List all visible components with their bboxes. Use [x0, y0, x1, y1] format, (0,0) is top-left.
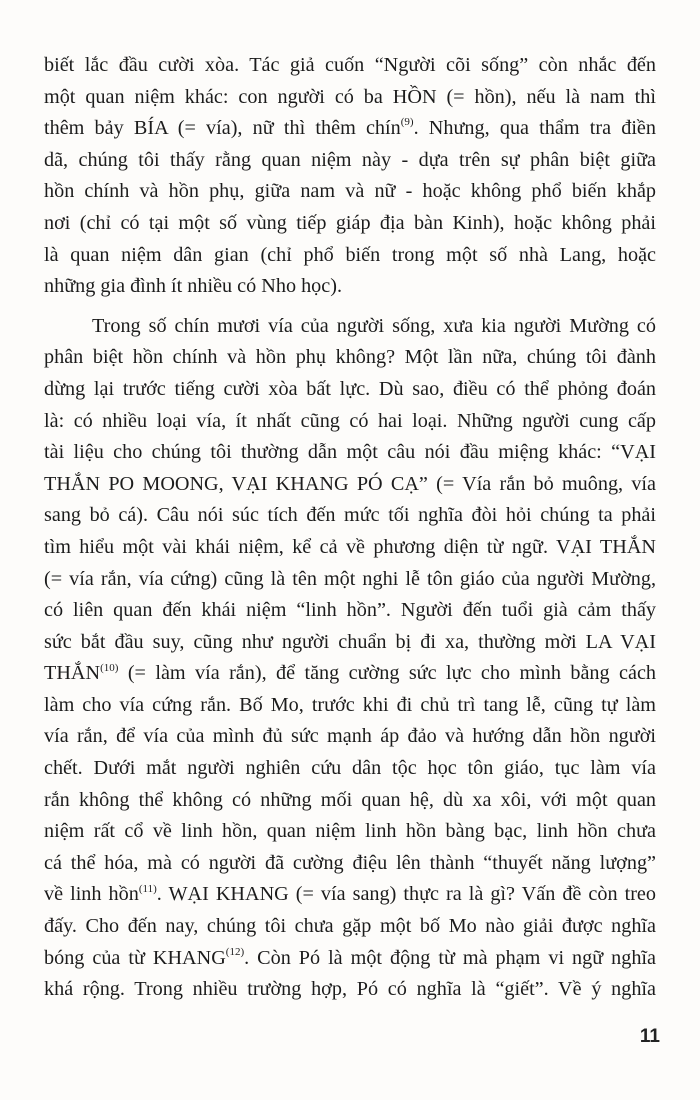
text-line: là: có nhiều loại vía, ít nhất cũng có hai loại. Những người cung cấp — [44, 409, 656, 432]
text-line: Trong số chín mươi vía của người sống, xưa kia người Mường có — [92, 314, 656, 337]
text-segment: (= làm vía rắn), để tăng cường sức lực cho mình bằng cách — [118, 662, 656, 685]
text-segment: . Nhưng, qua thẩm tra điền — [413, 117, 656, 140]
text-line: có liên quan đến khái niệm “linh hồn”. Người đến tuổi già cảm thấy — [44, 599, 656, 622]
text-line: tài liệu cho chúng tôi thường dẫn một câu nói đầu miệng khác: “VẠI — [44, 441, 656, 464]
text-segment: thêm bảy BÍA (= vía), nữ thì thêm chín — [44, 117, 401, 140]
text-line: những gia đình ít nhiều có Nho học). — [44, 275, 343, 298]
text-line: khá rộng. Trong nhiều trường hợp, Pó có nghĩa là “giết”. Về ý nghĩa — [44, 978, 656, 1001]
text-line: phân biệt hồn chính và hồn phụ không? Một lần nữa, chúng tôi đành — [44, 346, 656, 369]
footnote-ref-12[interactable]: (12) — [225, 945, 245, 958]
text-line: biết lắc đầu cười xòa. Tác giả cuốn “Người cõi sống” còn nhắc đến — [44, 54, 656, 76]
text-line — [44, 658, 656, 690]
text-line: làm cho vía cứng rắn. Bố Mo, trước khi đi chủ trì tang lễ, cũng tự làm — [44, 693, 656, 716]
text-segment: THẮN — [44, 662, 101, 685]
body-text — [44, 50, 656, 1006]
text-line: chết. Dưới mắt người nghiên cứu dân tộc học tôn giáo, tục làm vía — [44, 757, 656, 780]
text-line: một quan niệm khác: con người có ba HỒN (= hồn), nếu là nam thì — [44, 85, 656, 108]
paragraph-1 — [44, 50, 656, 303]
text-line: THẮN PO MOONG, VẠI KHANG PÓ CẠ” (= Vía rắn bỏ muông, vía — [44, 472, 656, 495]
footnote-ref-10[interactable]: (10) — [100, 661, 119, 674]
text-segment: . Còn Pó là một động từ mà phạm vi ngữ nghĩa — [244, 946, 656, 969]
text-line: niệm rất cổ về linh hồn, quan niệm linh hồn bàng bạc, linh hồn chưa — [44, 820, 656, 843]
paragraph-2 — [44, 311, 656, 1006]
text-line: sang bỏ cá). Câu nói súc tích đến mức tối nghĩa đòi hỏi chúng ta phải — [44, 504, 656, 527]
text-line: là quan niệm dân gian (chỉ phổ biến trong một số nhà Lang, hoặc — [44, 243, 656, 266]
text-line: tìm hiểu một vài khái niệm, kể cả về phương diện từ ngữ. VẠI THẮN — [44, 535, 656, 558]
text-line: rắn không thể không có những mối quan hệ, dù xa xôi, với một quan — [44, 788, 656, 811]
footnote-ref-11[interactable]: (11) — [138, 882, 157, 895]
text-line: hồn chính và hồn phụ, giữa nam và nữ - hoặc không phổ biến khắp — [44, 180, 656, 203]
text-segment: . WẠI KHANG (= vía sang) thực ra là gì? Vấn đề còn treo — [156, 883, 656, 906]
text-line — [44, 879, 656, 911]
text-line: (= vía rắn, vía cứng) cũng là tên một nghi lễ tôn giáo của người Mường, — [44, 567, 656, 590]
text-line: đấy. Cho đến nay, chúng tôi chưa gặp một bố Mo nào giải được nghĩa — [44, 915, 656, 938]
text-line — [44, 113, 656, 145]
paragraph-spacer — [44, 303, 656, 311]
text-line: cá thể hóa, mà có người đã cường điệu lên thành “thuyết năng lượng” — [44, 851, 656, 874]
text-line: dừng lại trước tiếng cười xòa bất lực. Dù sao, điều có thể phỏng đoán — [44, 377, 656, 400]
text-line — [44, 943, 656, 975]
text-line: vía rắn, để vía của mình đủ sức mạnh áp đảo và hướng dẫn hồn người — [44, 725, 656, 748]
footnote-ref-9[interactable]: (9) — [400, 116, 414, 129]
text-line: dã, chúng tôi thấy rằng quan niệm này - dựa trên sự phân biệt giữa — [44, 148, 656, 171]
text-segment: bóng của từ KHANG — [44, 946, 226, 969]
page-number: 11 — [639, 1026, 660, 1047]
text-line: sức bắt đầu suy, cũng như người chuẩn bị đi xa, thường mời LA VẠI — [44, 630, 656, 653]
text-segment: về linh hồn — [44, 883, 139, 906]
text-line: nơi (chỉ có tại một số vùng tiếp giáp địa bàn Kinh), hoặc không phải — [44, 211, 656, 234]
